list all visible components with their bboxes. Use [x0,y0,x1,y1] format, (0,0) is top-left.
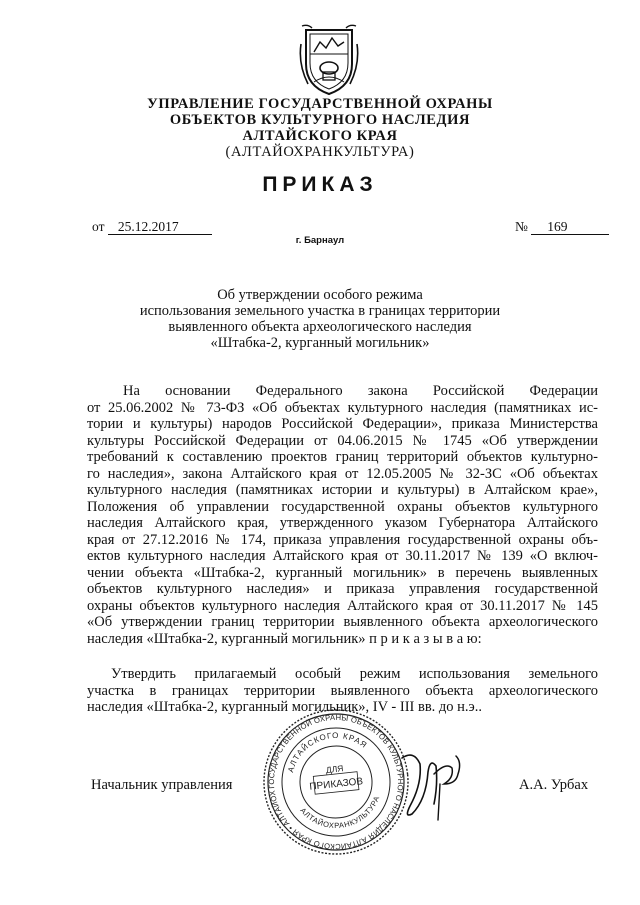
stamp-ring-text: ГОСУДАРСТВЕННОЙ ОХРАНЫ ОБЪЕКТОВ КУЛЬТУРНОГО НАСЛЕДИЯ АЛТАЙСКОГО КРАЯ • АЛТАЙОХРАНКУЛЬТУРА [266,712,406,852]
date-value: 25.12.2017 [108,220,212,235]
svg-text:АЛТАЙОХРАНКУЛЬТУРА [297,794,384,834]
body-line: края от 27.12.2016 № 174, приказа управления государственной охраны объ- [87,531,598,548]
stamp-inner-top: АЛТАЙСКОГО КРАЯ [286,730,369,774]
org-line-4: (АЛТАЙОХРАНКУЛЬТУРА) [225,144,415,160]
handwritten-signature-icon [396,744,466,824]
signer-position: Начальник управления [91,777,233,793]
body-line: культурного наследия (памятниках истории и культуры) в Алтайском крае», [87,482,598,498]
org-line-2: ОБЪЕКТОВ КУЛЬТУРНОГО НАСЛЕДИЯ [169,112,471,128]
stamp-inner-bottom: АЛТАЙОХРАНКУЛЬТУРА [298,794,382,831]
org-line-1: УПРАВЛЕНИЕ ГОСУДАРСТВЕННОЙ ОХРАНЫ [147,96,493,112]
altai-krai-coat-of-arms-icon [298,24,360,98]
body-line: тории и культуры) народов Российской Федерации», приказа Министерства [87,416,598,432]
body-line: На основании Федерального закона Российской Федерации [123,383,598,399]
preamble-paragraph [87,383,598,647]
body-line: от 25.06.2002 № 73-ФЗ «Об объектах культурного наследия (памятниках ис- [87,399,598,416]
body-line: культуры Российской Федерации от 04.06.2015 № 1745 «Об утверждении [87,432,598,449]
body-line: наследия «Штабка-2, курганный могильник» п р и к а з ы в а ю: [87,630,482,647]
body-line: охраны объектов культурного наследия Алтайского края от 30.11.2017 № 145 [87,597,598,614]
body-line: объектов культурного наследия» и приказа управления государственной [87,581,598,597]
number-value: 169 [531,220,609,235]
date-prefix: от [92,219,105,234]
order-subject [0,287,640,351]
body-line: требований к составлению проектов границ территорий объектов культурно- [87,449,598,465]
body-line: ектов культурного наследия Алтайского края от 30.11.2017 № 139 «О включ- [87,548,598,564]
body-line: Положения об управлении государственной охраны объектов культурного [87,498,598,515]
body-line: участка в границах территории выявленного объекта археологического [87,682,598,699]
signer-name: А.А. Урбах [519,777,589,793]
body-line: наследия Алтайского края, утвержденного указом Губернатора Алтайского [87,515,598,531]
body-line: наследия «Штабка-2, курганный могильник», IV - III вв. до н.э.. [87,699,483,715]
org-line-3: АЛТАЙСКОГО КРАЯ [242,128,398,144]
order-number [515,219,609,235]
body-line: Утвердить прилагаемый особый режим использования земельного [111,666,598,682]
organization-name [0,96,640,160]
subject-line: использования земельного участка в границах территории [139,303,501,319]
subject-line: Об утверждении особого режима [217,287,423,303]
body-line: «Об утверждении границ территории выявленного объекта археологического [87,614,598,630]
stamp-center-line-2: ПРИКАЗОВ [308,776,364,793]
body-line: го наследия», закона Алтайского края от 12.05.2005 № 32-ЗС «Об объектах [87,465,598,482]
stamp-center-line-1: ДЛЯ [325,763,344,775]
round-stamp-icon [262,708,410,856]
subject-line: выявленного объекта археологического наследия [168,319,472,335]
city-label: г. Барнаул [295,235,345,246]
body-line: чении объекта «Штабка-2, курганный могильник» в перечень выявленных [87,564,598,581]
order-date [92,219,212,235]
number-prefix: № [515,219,528,234]
subject-line: «Штабка-2, курганный могильник» [210,335,430,351]
document-type-title: ПРИКАЗ [262,173,378,196]
